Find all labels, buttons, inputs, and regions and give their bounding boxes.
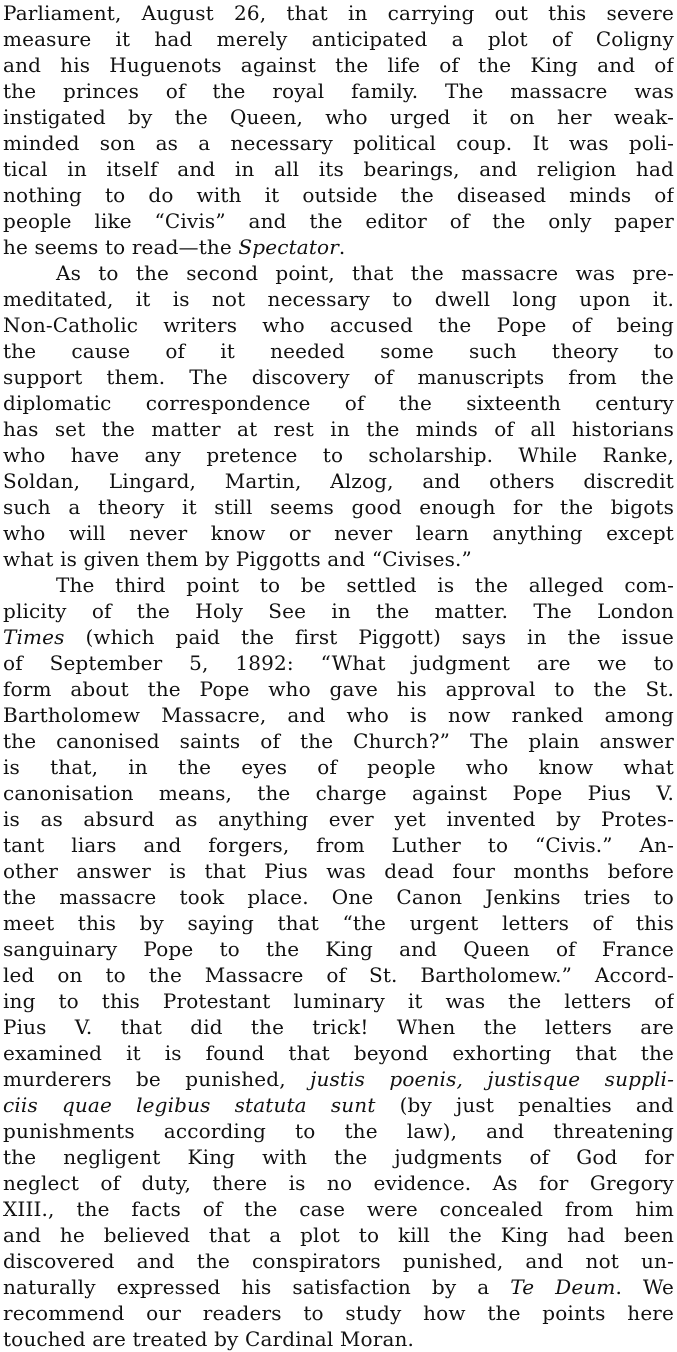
text-segment: and his Huguenots against the life of the King and of bbox=[3, 53, 674, 77]
text-segment: punishments according to the law), and threatening bbox=[3, 1119, 674, 1143]
text-line bbox=[3, 754, 674, 780]
text-segment: touched are treated by Cardinal Moran. bbox=[3, 1327, 415, 1351]
text-segment: neglect of duty, there is no evidence. As for Gregory bbox=[3, 1171, 674, 1195]
italic-segment: Times bbox=[3, 625, 65, 649]
text-line bbox=[3, 832, 674, 858]
text-line bbox=[3, 546, 674, 572]
text-segment: is that, in the eyes of people who know what bbox=[3, 755, 674, 779]
paragraph bbox=[3, 572, 674, 1352]
text-segment: the canonised saints of the Church?” The plain answer bbox=[3, 729, 674, 753]
text-line bbox=[3, 988, 674, 1014]
text-line bbox=[3, 1222, 674, 1248]
text-line bbox=[3, 312, 674, 338]
text-line bbox=[3, 130, 674, 156]
text-segment: support them. The discovery of manuscripts from the bbox=[3, 365, 674, 389]
text-segment: Soldan, Lingard, Martin, Alzog, and others discredit bbox=[3, 469, 674, 493]
text-line bbox=[3, 468, 674, 494]
text-line bbox=[3, 520, 674, 546]
text-segment: tant liars and forgers, from Luther to “Civis.” An- bbox=[3, 833, 674, 857]
text-segment: people like “Civis” and the editor of the only paper bbox=[3, 209, 674, 233]
text-line bbox=[3, 1170, 674, 1196]
text-line bbox=[3, 286, 674, 312]
italic-segment: Te Deum bbox=[510, 1275, 616, 1299]
text-segment: (which paid the first Piggott) says in the issue bbox=[64, 625, 674, 649]
text-line bbox=[3, 364, 674, 390]
text-line bbox=[3, 78, 674, 104]
text-segment: and he believed that a plot to kill the King had been bbox=[3, 1223, 674, 1247]
text-segment: The third point to be settled is the alleged com- bbox=[56, 573, 674, 597]
text-line bbox=[3, 780, 674, 806]
text-segment: of September 5, 1892: “What judgment are we to bbox=[3, 651, 674, 675]
text-segment: . bbox=[338, 235, 346, 259]
text-segment: led on to the Massacre of St. Bartholomew.” Accord- bbox=[3, 963, 674, 987]
text-segment: As to the second point, that the massacre was pre- bbox=[56, 261, 674, 285]
text-segment: who have any pretence to scholarship. While Ranke, bbox=[3, 443, 674, 467]
text-line bbox=[3, 806, 674, 832]
text-segment: (by just penalties and bbox=[375, 1093, 674, 1117]
text-segment: canonisation means, the charge against Pope Pius V. bbox=[3, 781, 674, 805]
text-segment: XIII., the facts of the case were concealed from him bbox=[3, 1197, 674, 1221]
text-segment: naturally expressed his satisfaction by a bbox=[3, 1275, 511, 1299]
text-line bbox=[3, 1144, 674, 1170]
text-line bbox=[3, 1040, 674, 1066]
text-line bbox=[3, 702, 674, 728]
text-segment: has set the matter at rest in the minds of all historians bbox=[3, 417, 674, 441]
text-line bbox=[3, 494, 674, 520]
text-segment: Bartholomew Massacre, and who is now ranked among bbox=[3, 703, 674, 727]
text-line bbox=[3, 1248, 674, 1274]
text-line bbox=[3, 416, 674, 442]
text-segment: murderers be punished, bbox=[3, 1067, 311, 1091]
text-segment: the cause of it needed some such theory to bbox=[3, 339, 674, 363]
text-segment: such a theory it still seems good enough for the bigots bbox=[3, 495, 674, 519]
text-segment: form about the Pope who gave his approval to the St. bbox=[3, 677, 674, 701]
text-line bbox=[3, 910, 674, 936]
text-line bbox=[3, 676, 674, 702]
text-line bbox=[3, 936, 674, 962]
paragraph bbox=[3, 260, 674, 572]
text-segment: meet this by saying that “the urgent letters of this bbox=[3, 911, 674, 935]
text-segment: he seems to read—the bbox=[3, 235, 239, 259]
text-segment: tical in itself and in all its bearings, and religion had bbox=[3, 157, 674, 181]
italic-segment: ciis quae legibus statuta sunt bbox=[3, 1093, 376, 1117]
text-line bbox=[3, 390, 674, 416]
text-segment: discovered and the conspirators punished, and not un- bbox=[3, 1249, 674, 1273]
text-segment: the negligent King with the judgments of God for bbox=[3, 1145, 674, 1169]
text-line bbox=[3, 1300, 674, 1326]
text-segment: the princes of the royal family. The massacre was bbox=[3, 79, 674, 103]
text-segment: examined it is found that beyond exhorting that the bbox=[3, 1041, 674, 1065]
text-segment: instigated by the Queen, who urged it on her weak- bbox=[3, 105, 674, 129]
text-line bbox=[3, 1326, 674, 1352]
text-segment: who will never know or never learn anything except bbox=[3, 521, 674, 545]
text-segment: meditated, it is not necessary to dwell long upon it. bbox=[3, 287, 674, 311]
text-segment: ing to this Protestant luminary it was the letters of bbox=[3, 989, 674, 1013]
text-segment: Parliament, August 26, that in carrying out this severe bbox=[3, 1, 674, 25]
text-segment: minded son as a necessary political coup. It was poli- bbox=[3, 131, 674, 155]
text-segment: plicity of the Holy See in the matter. The London bbox=[3, 599, 674, 623]
text-line bbox=[3, 884, 674, 910]
text-line bbox=[3, 182, 674, 208]
text-line bbox=[3, 572, 674, 598]
text-line bbox=[3, 0, 674, 26]
text-line bbox=[3, 156, 674, 182]
article-body bbox=[3, 0, 674, 1352]
text-line bbox=[3, 52, 674, 78]
italic-segment: Spectator bbox=[238, 235, 339, 259]
text-segment: other answer is that Pius was dead four months before bbox=[3, 859, 674, 883]
text-line bbox=[3, 208, 674, 234]
text-segment: what is given them by Piggotts and “Civises.” bbox=[3, 547, 472, 571]
paragraph bbox=[3, 0, 674, 260]
text-segment: the massacre took place. One Canon Jenkins tries to bbox=[3, 885, 674, 909]
text-segment: Pius V. that did the trick! When the letters are bbox=[3, 1015, 674, 1039]
text-segment: measure it had merely anticipated a plot of Coligny bbox=[3, 27, 674, 51]
italic-segment: justis poenis, justisque suppli- bbox=[310, 1067, 674, 1091]
text-segment: Non-Catholic writers who accused the Pope of being bbox=[3, 313, 674, 337]
text-line bbox=[3, 1014, 674, 1040]
text-line bbox=[3, 1274, 674, 1300]
text-line bbox=[3, 26, 674, 52]
text-segment: diplomatic correspondence of the sixteenth century bbox=[3, 391, 674, 415]
text-segment: sanguinary Pope to the King and Queen of France bbox=[3, 937, 674, 961]
text-line bbox=[3, 442, 674, 468]
text-line bbox=[3, 1118, 674, 1144]
text-line bbox=[3, 650, 674, 676]
text-line bbox=[3, 598, 674, 624]
text-segment: . We bbox=[615, 1275, 674, 1299]
text-line bbox=[3, 728, 674, 754]
text-segment: recommend our readers to study how the points here bbox=[3, 1301, 674, 1325]
text-line bbox=[3, 962, 674, 988]
text-line bbox=[3, 1066, 674, 1092]
text-line bbox=[3, 338, 674, 364]
text-line bbox=[3, 104, 674, 130]
text-line bbox=[3, 624, 674, 650]
text-segment: nothing to do with it outside the diseased minds of bbox=[3, 183, 674, 207]
text-line bbox=[3, 858, 674, 884]
text-segment: is as absurd as anything ever yet invented by Protes- bbox=[3, 807, 674, 831]
text-line bbox=[3, 234, 674, 260]
text-line bbox=[3, 260, 674, 286]
text-line bbox=[3, 1092, 674, 1118]
text-line bbox=[3, 1196, 674, 1222]
